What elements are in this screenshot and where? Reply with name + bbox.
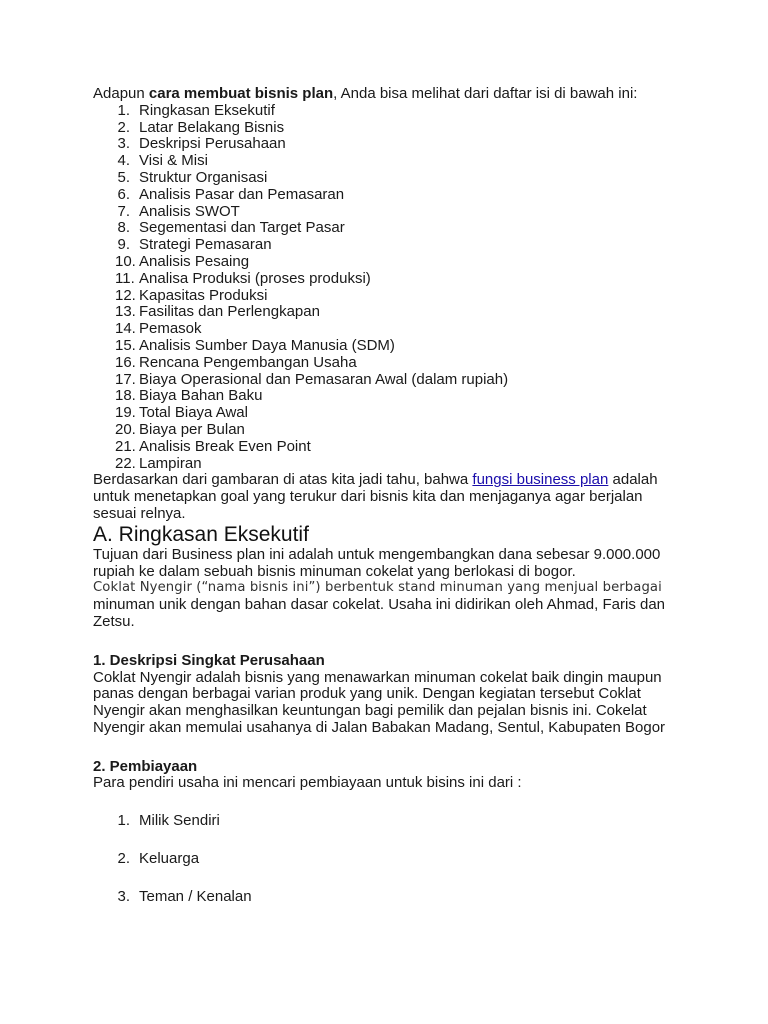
funding-item xyxy=(93,851,683,868)
toc-item xyxy=(93,456,683,473)
toc-item xyxy=(93,321,683,338)
toc-item xyxy=(93,170,683,187)
toc-number: 21. xyxy=(115,437,136,455)
funding-label: Keluarga xyxy=(139,850,200,868)
toc-label: Strategi Pemasaran xyxy=(139,236,272,254)
section-title-ringkasan: A. Ringkasan Eksekutif xyxy=(93,522,309,546)
toc-item xyxy=(93,187,683,204)
toc-item xyxy=(93,388,683,405)
toc-number: 5. xyxy=(117,168,130,186)
funding-label: Teman / Kenalan xyxy=(139,887,252,905)
toc-number: 9. xyxy=(117,236,130,254)
summary-suffix: adalah untuk menetapkan goal yang terukur dari bisnis kita dan menjaganya agar berjalan sesuai relnya. xyxy=(93,471,658,522)
section-a-paragraph: Tujuan dari Business plan ini adalah untuk mengembangkan dana sebesar 9.000.000 rupiah ke dalam sebuah bisnis minuman cokelat yang berlokasi di bogor. xyxy=(93,545,661,580)
toc-label: Biaya Bahan Baku xyxy=(139,387,263,405)
intro-text xyxy=(93,86,683,103)
toc-label: Fasilitas dan Perlengkapan xyxy=(139,303,320,321)
toc-item xyxy=(93,338,683,355)
toc-label: Total Biaya Awal xyxy=(139,404,248,422)
toc-number: 6. xyxy=(117,185,130,203)
deskripsi-heading: 1. Deskripsi Singkat Perusahaan xyxy=(93,651,325,669)
toc-item xyxy=(93,422,683,439)
toc-label: Rencana Pengembangan Usaha xyxy=(139,353,357,371)
toc-number: 14. xyxy=(115,320,136,338)
toc-number: 19. xyxy=(115,404,136,422)
toc-number: 18. xyxy=(115,387,136,405)
funding-item xyxy=(93,813,683,830)
intro-bold: cara membuat bisnis plan xyxy=(148,85,334,102)
toc-item xyxy=(93,237,683,254)
funding-number: 3. xyxy=(117,887,130,905)
toc-label: Analisis Pasar dan Pemasaran xyxy=(139,185,345,203)
toc-number: 8. xyxy=(117,219,130,237)
toc-number: 3. xyxy=(117,135,130,153)
toc-number: 11. xyxy=(115,269,135,287)
toc-label: Biaya Operasional dan Pemasaran Awal (dalam rupiah) xyxy=(139,370,509,388)
toc-number: 10. xyxy=(115,252,136,270)
toc-item xyxy=(93,103,683,120)
funding-number: 1. xyxy=(117,812,130,830)
toc-number: 12. xyxy=(115,286,136,304)
toc-label: Analisis Sumber Daya Manusia (SDM) xyxy=(139,336,395,354)
toc-label: Lampiran xyxy=(139,454,202,472)
toc-label: Analisis SWOT xyxy=(139,202,240,220)
toc-number: 1. xyxy=(117,101,130,119)
toc-number: 20. xyxy=(115,420,136,438)
pembiayaan-body: Para pendiri usaha ini mencari pembiayaan untuk bisins ini dari : xyxy=(93,774,522,792)
fungsi-business-plan-link[interactable]: fungsi business plan xyxy=(472,471,609,489)
table-of-contents xyxy=(93,103,683,473)
toc-label: Analisis Pesaing xyxy=(139,252,250,270)
toc-item xyxy=(93,439,683,456)
toc-label: Latar Belakang Bisnis xyxy=(139,118,285,136)
toc-label: Visi & Misi xyxy=(139,152,208,170)
toc-item xyxy=(93,372,683,389)
toc-item xyxy=(93,304,683,321)
toc-number: 13. xyxy=(115,303,136,321)
toc-item xyxy=(93,271,683,288)
toc-number: 2. xyxy=(117,118,130,136)
toc-item xyxy=(93,220,683,237)
section-a-tagline: Coklat Nyengir (“nama bisnis ini”) berbentuk stand minuman yang menjual berbagai xyxy=(93,580,662,596)
toc-number: 16. xyxy=(115,353,136,371)
toc-number: 22. xyxy=(115,454,136,472)
deskripsi-body: Coklat Nyengir adalah bisnis yang menawarkan minuman cokelat baik dingin maupun panas dengan berbagai varian produk yang unik. Dengan kegiatan tersebut Coklat Nyengir akan menghasilkan keuntungan bagi pemilik dan pejalan bisnis ini. Cokelat Nyengir akan memulai usahanya di Jalan Babakan Madang, Sentul, Kabupaten Bogor xyxy=(93,668,666,736)
toc-label: Deskripsi Perusahaan xyxy=(139,135,286,153)
toc-label: Analisis Break Even Point xyxy=(139,437,311,455)
intro-prefix: Adapun xyxy=(93,85,149,102)
funding-number: 2. xyxy=(117,850,130,868)
toc-item xyxy=(93,153,683,170)
funding-item xyxy=(93,889,683,906)
toc-label: Analisa Produksi (proses produksi) xyxy=(139,269,371,287)
document-page xyxy=(93,86,683,906)
toc-number: 15. xyxy=(115,336,136,354)
toc-number: 7. xyxy=(117,202,130,220)
toc-label: Struktur Organisasi xyxy=(139,168,268,186)
toc-item xyxy=(93,254,683,271)
toc-item xyxy=(93,204,683,221)
toc-item xyxy=(93,405,683,422)
funding-list xyxy=(93,813,683,905)
section-a-paragraph-2: minuman unik dengan bahan dasar cokelat. Usaha ini didirikan oleh Ahmad, Faris dan Zetsu. xyxy=(93,596,666,630)
summary-paragraph xyxy=(93,472,683,522)
toc-item xyxy=(93,136,683,153)
intro-suffix: , Anda bisa melihat dari daftar isi di bawah ini: xyxy=(333,85,638,102)
toc-label: Pemasok xyxy=(139,320,202,338)
summary-prefix: Berdasarkan dari gambaran di atas kita jadi tahu, bahwa xyxy=(93,471,473,489)
toc-label: Segementasi dan Target Pasar xyxy=(139,219,345,237)
toc-label: Biaya per Bulan xyxy=(139,420,245,438)
toc-item xyxy=(93,288,683,305)
toc-item xyxy=(93,355,683,372)
funding-label: Milik Sendiri xyxy=(139,812,220,830)
pembiayaan-heading: 2. Pembiayaan xyxy=(93,757,198,775)
toc-number: 4. xyxy=(117,152,130,170)
toc-number: 17. xyxy=(115,370,136,388)
toc-label: Ringkasan Eksekutif xyxy=(139,101,275,119)
toc-item xyxy=(93,120,683,137)
toc-label: Kapasitas Produksi xyxy=(139,286,268,304)
